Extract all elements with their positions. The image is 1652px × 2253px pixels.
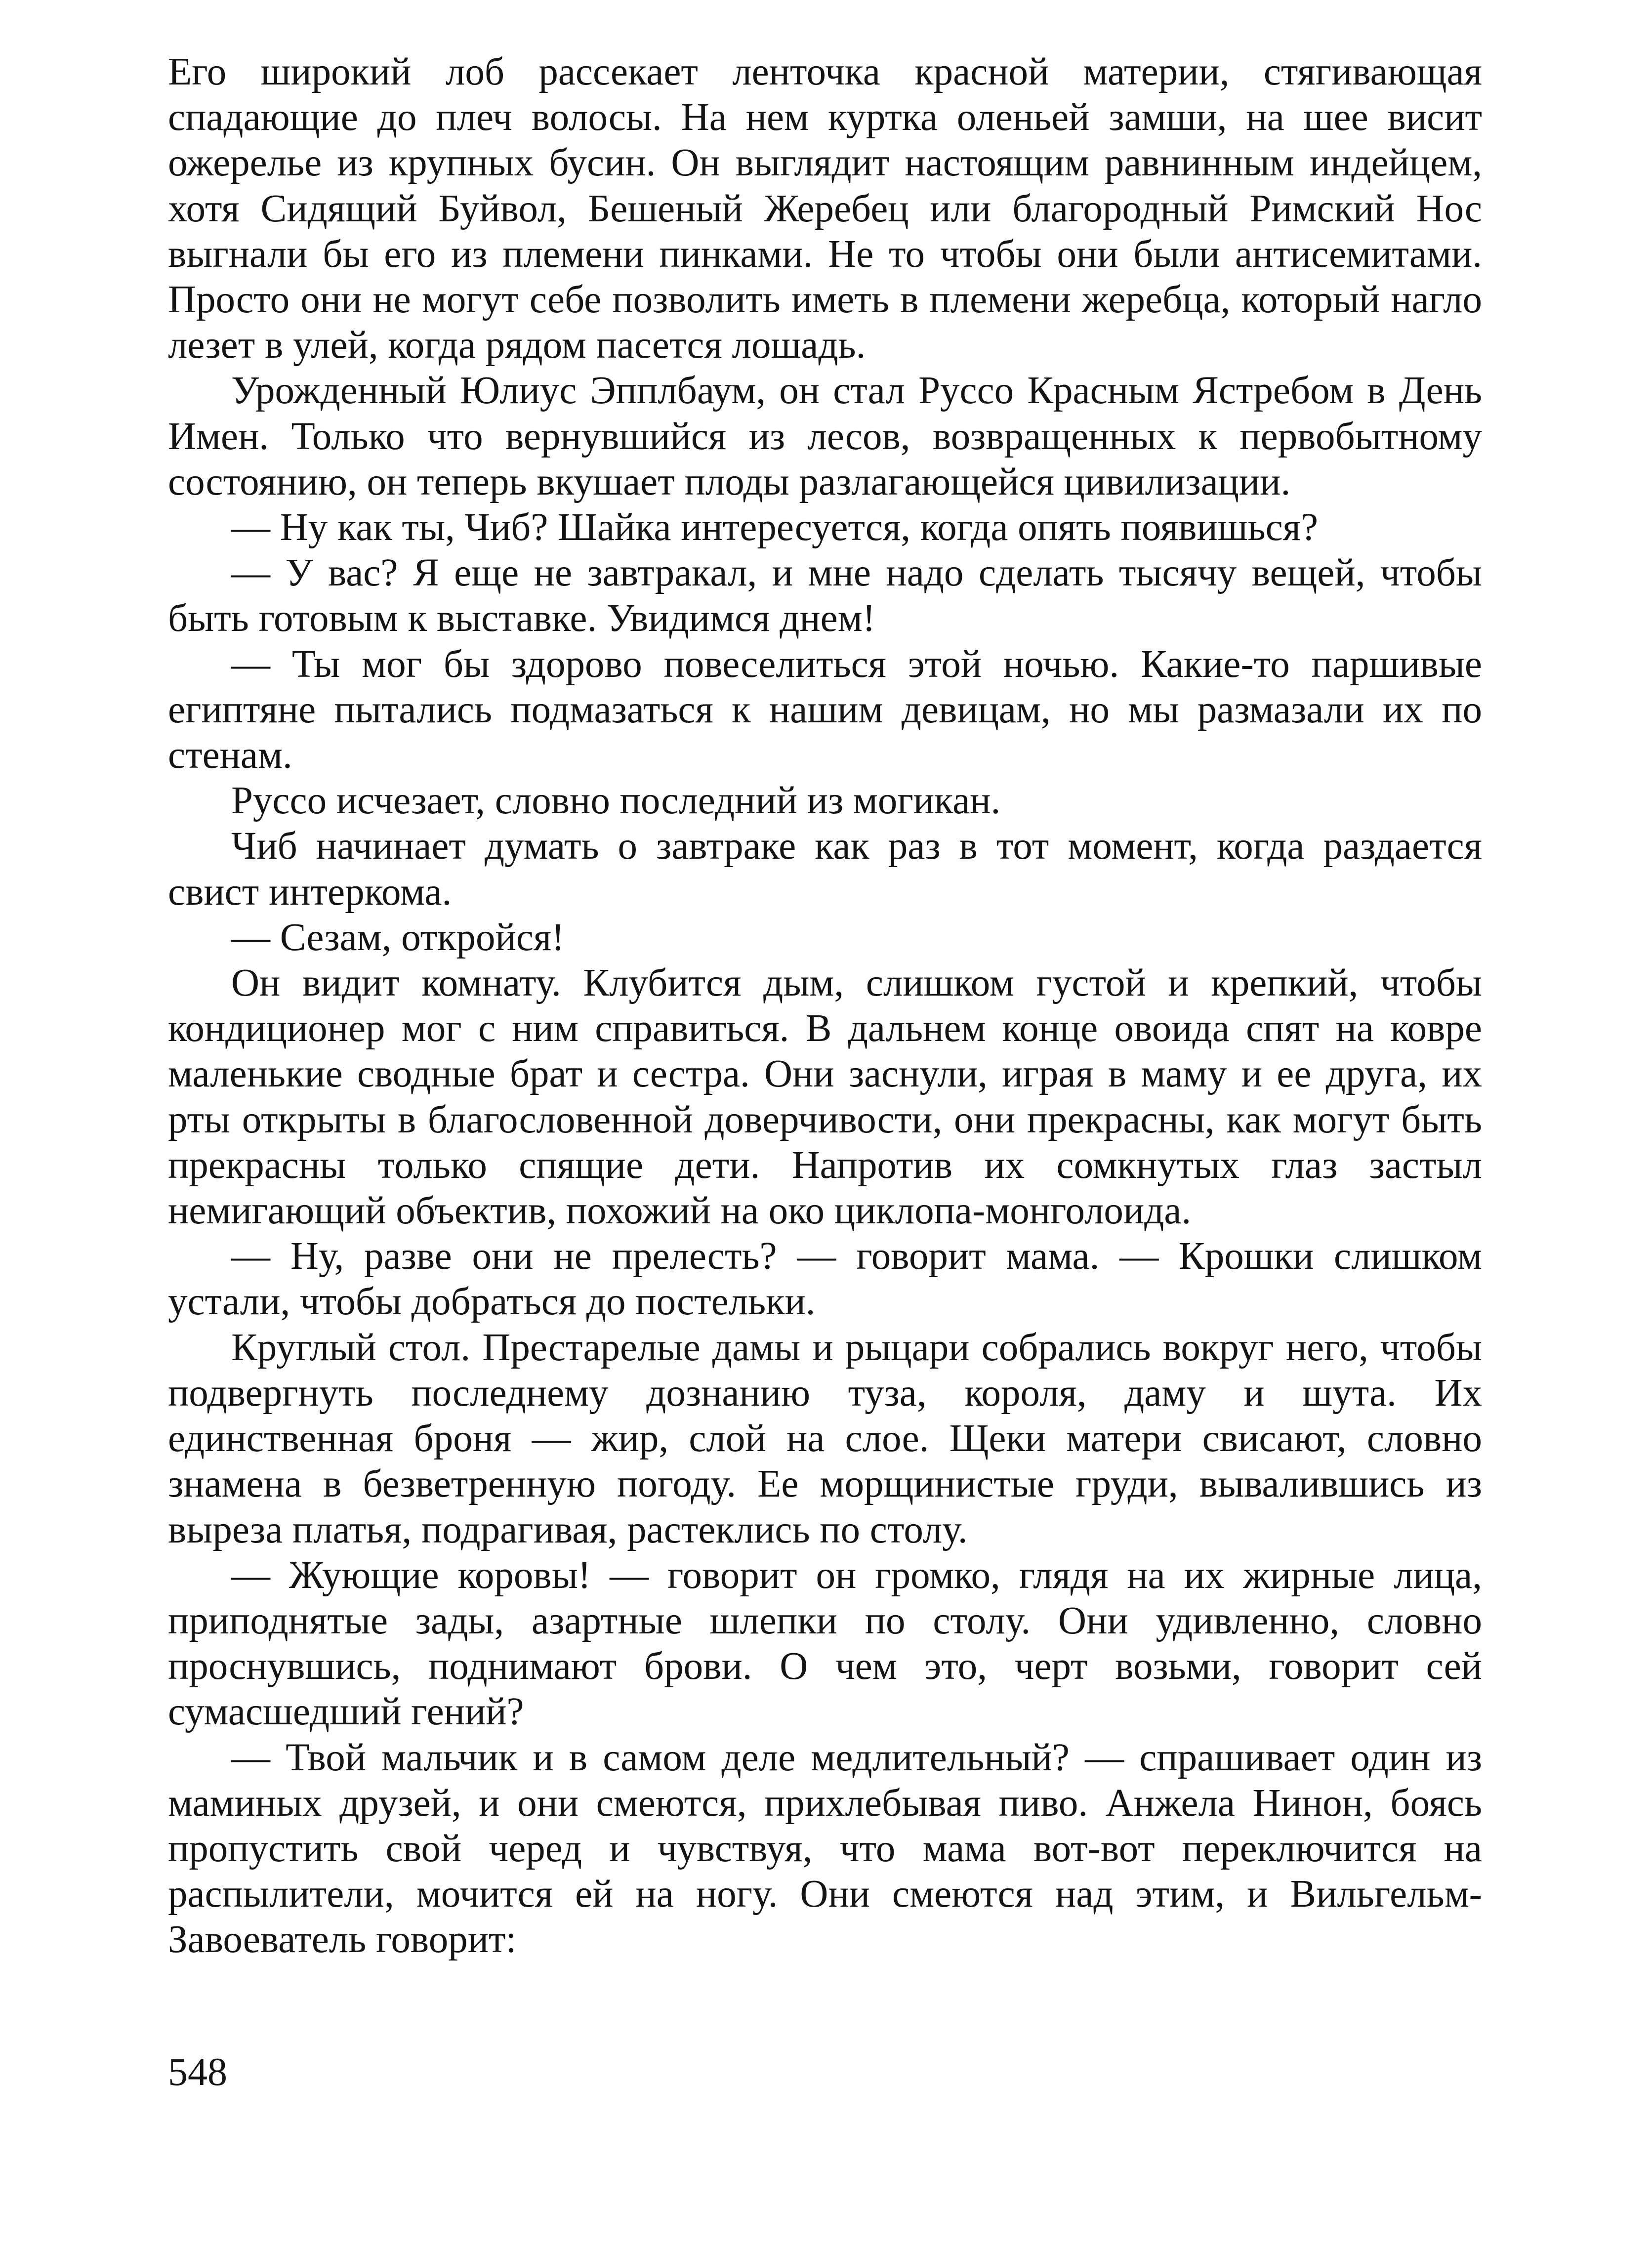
paragraph-3: — Ну как ты, Чиб? Шайка интересуется, когда опять появишься? <box>231 506 1319 549</box>
book-page-text <box>168 49 1482 2075</box>
paragraph-13: — Твой мальчик и в самом деле медлительный? — спрашивает один из маминых друзей, и они смеются, прихлебывая пиво. Анжела Нинон, боясь пропустить свой черед и чувствуя, что мама вот-вот переключится на распылители, мочится ей на ногу. Они смеются над этим, и Вильгельм-Завоеватель говорит: <box>168 1736 1482 1961</box>
paragraph-9: Он видит комнату. Клубится дым, слишком густой и крепкий, чтобы кондиционер мог с ним справиться. В дальнем конце овоида спят на ковре маленькие сводные брат и сестра. Они заснули, играя в маму и ее друга, их рты открыты в благословенной доверчивости, они прекрасны, как могут быть прекрасны только спящие дети. Напротив их сомкнутых глаз застыл немигающий объектив, похожий на око циклопа-монголоида. <box>168 961 1482 1233</box>
paragraph-2: Урожденный Юлиус Эпплбаум, он стал Руссо Красным Ястребом в День Имен. Только что вернувшийся из лесов, возвращенных к первобытному состоянию, он теперь вкушает плоды разлагающейся цивилизации. <box>168 369 1482 503</box>
paragraph-5: — Ты мог бы здорово повеселиться этой ночью. Какие-то паршивые египтяне пытались подмазаться к нашим девицам, но мы размазали их по стенам. <box>168 642 1482 777</box>
paragraph-11: Круглый стол. Престарелые дамы и рыцари собрались вокруг него, чтобы подвергнуть последнему дознанию туза, короля, даму и шута. Их единственная броня — жир, слой на слое. Щеки матери свисают, словно знамена в безветренную погоду. Ее морщинистые груди, вывалившись из выреза платья, подрагивая, растеклись по столу. <box>168 1326 1482 1551</box>
paragraph-4: — У вас? Я еще не завтракал, и мне надо сделать тысячу вещей, чтобы быть готовым к выставке. Увидимся днем! <box>168 551 1482 640</box>
page-number: 548 <box>168 2050 227 2094</box>
paragraph-10: — Ну, разве они не прелесть? — говорит мама. — Крошки слишком устали, чтобы добраться до постельки. <box>168 1235 1482 1324</box>
paragraph-1: Его широкий лоб рассекает ленточка красной материи, стягивающая спадающие до плеч волосы. На нем куртка оленьей замши, на шее висит ожерелье из крупных бусин. Он выглядит настоящим равнинным индейцем, хотя Сидящий Буйвол, Бешеный Жеребец или благородный Римский Нос выгнали бы его из племени пинками. Не то чтобы они были антисемитами. Просто они не могут себе позволить иметь в племени жеребца, который нагло лезет в улей, когда рядом пасется лошадь. <box>168 50 1482 367</box>
paragraph-8: — Сезам, откройся! <box>231 916 565 959</box>
paragraph-7: Чиб начинает думать о завтраке как раз в тот момент, когда раздается свист интеркома. <box>168 825 1482 914</box>
paragraph-6: Руссо исчезает, словно последний из могикан. <box>231 779 1001 823</box>
paragraph-12: — Жующие коровы! — говорит он громко, глядя на их жирные лица, приподнятые зады, азартные шлепки по столу. Они удивленно, словно проснувшись, поднимают брови. О чем это, черт возьми, говорит сей сумасшедший гений? <box>168 1553 1482 1734</box>
